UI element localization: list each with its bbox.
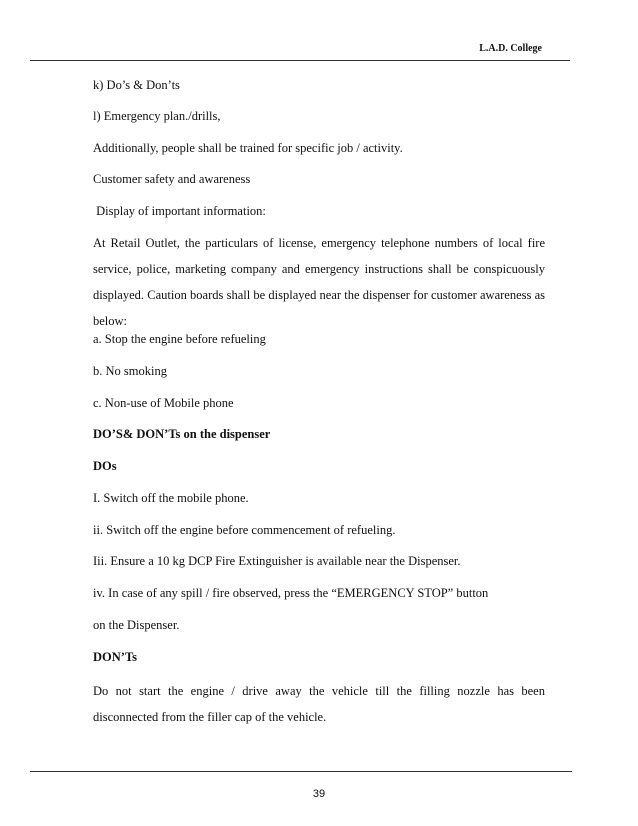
- list-item-dos-donts: k) Do’s & Don’ts: [93, 78, 180, 92]
- donts-item-1: Do not start the engine / drive away the vehicle till the filling nozzle has been disconnected from the filler cap of the vehicle.: [93, 684, 545, 724]
- dos-item-4: iv. In case of any spill / fire observed, press the “EMERGENCY STOP” button: [93, 586, 489, 600]
- donts-heading: DON’Ts: [93, 650, 137, 664]
- header-rule: [30, 60, 570, 61]
- training-paragraph: Additionally, people shall be trained for specific job / activity.: [93, 141, 403, 155]
- caution-item-mobile-phone: c. Non-use of Mobile phone: [93, 396, 234, 410]
- dispenser-section-heading: DO’S& DON’Ts on the dispenser: [93, 427, 271, 441]
- caution-item-stop-engine: a. Stop the engine before refueling: [93, 332, 266, 346]
- dos-item-1: I. Switch off the mobile phone.: [93, 491, 249, 505]
- customer-safety-heading: Customer safety and awareness: [93, 172, 251, 186]
- retail-outlet-paragraph: At Retail Outlet, the particulars of license, emergency telephone numbers of local fire service, police, marketing company and emergency instructions shall be conspicuously displayed. Caution boards shall be displayed near the dispenser for customer awareness as below:: [93, 236, 545, 328]
- list-item-emergency-plan: l) Emergency plan./drills,: [93, 109, 221, 123]
- running-header: L.A.D. College: [479, 43, 542, 54]
- dos-item-4-continued: on the Dispenser.: [93, 618, 180, 632]
- caution-item-no-smoking: b. No smoking: [93, 364, 167, 378]
- dos-heading: DOs: [93, 459, 117, 473]
- page-number: 39: [312, 788, 326, 800]
- footer-rule: [30, 771, 572, 772]
- dos-item-2: ii. Switch off the engine before commencement of refueling.: [93, 523, 396, 537]
- dos-item-3: Iii. Ensure a 10 kg DCP Fire Extinguisher is available near the Dispenser.: [93, 554, 461, 568]
- display-information-heading: Display of important information:: [93, 204, 266, 218]
